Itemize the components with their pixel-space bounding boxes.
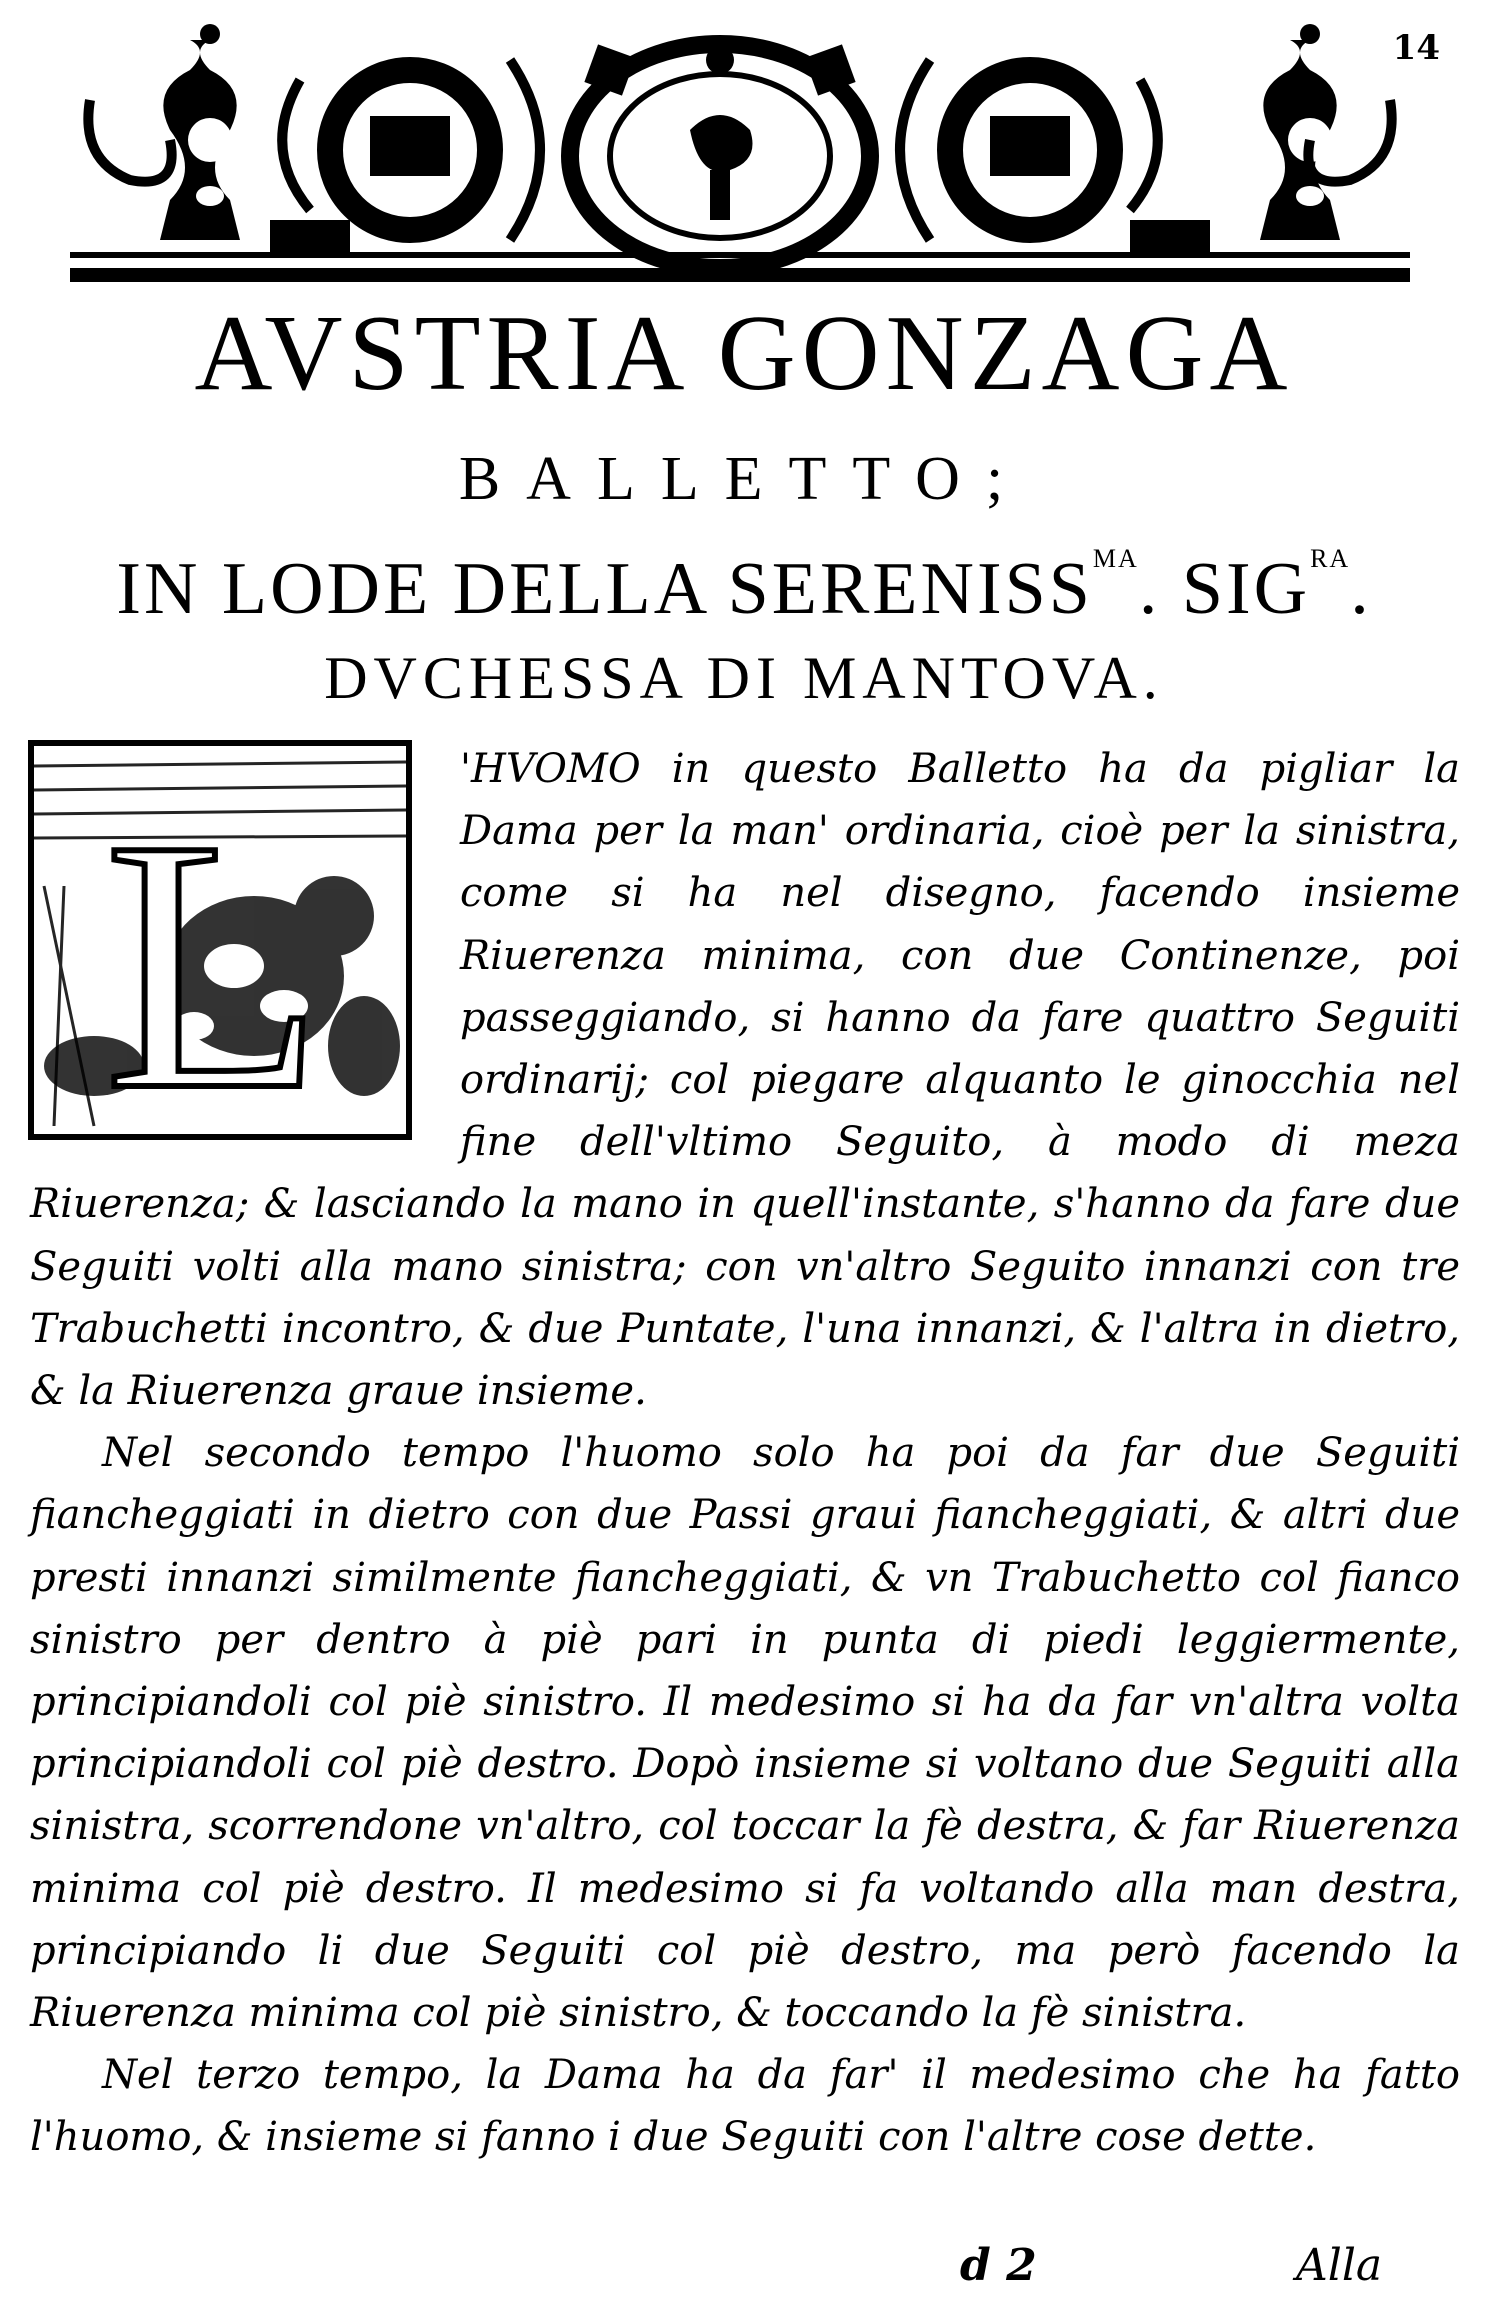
title-dedication-end: .: [1350, 548, 1372, 630]
paragraph-1: 'HVOMO in questo Balletto ha da pigliar la Dama per la man' ordinaria, cioè per la sinistra, come si ha nel disegno, facendo insieme Riuerenza minima, con due Continenze, poi passeggiando, si hanno da fare quattro Seguiti ordinarij; col piegare alquanto le ginocchia nel fine dell'vltimo Seguito, à modo di meza Riuerenza; & lasciando la mano in quell'instante, s'hanno da fare due Seguiti volti alla mano sinistra; con vn'altro Seguito innanzi con tre Trabuchetti incontro, & due Puntate, l'una innanzi, & l'altra in dietro, & la Riuerenza graue insieme.: [30, 746, 1460, 1415]
title-main: AVSTRIA GONZAGA: [194, 294, 1294, 413]
catchword: Alla: [1296, 2240, 1383, 2291]
title-dedication-part2: . SIG: [1138, 548, 1311, 630]
page-number: 14: [1392, 28, 1440, 68]
title-dedication: [0, 544, 1488, 630]
paragraph-2: Nel secondo tempo l'huomo solo ha poi da far due Seguiti fiancheggiati in dietro con due Passi graui fiancheggiati, & altri due presti innanzi similmente fiancheggiati, & vn Trabuchetto col fianco sinistro per dentro à piè pari in punta di piedi leggiermente, principiandoli col piè sinistro. Il medesimo si ha da far vn'altra volta principiandoli col piè destro. Dopò insieme si voltano due Seguiti alla sinistra, scorrendone vn'altro, col toccar la fè destra, & far Riuerenza minima col piè destro. Il medesimo si fa voltando alla man destra, principiando li due Seguiti col piè destro, ma però facendo la Riuerenza minima col piè sinistro, & toccando la fè sinistra.: [30, 1430, 1460, 2037]
ornamental-headpiece-icon: [70, 20, 1410, 292]
title-dedication-part1: IN LODE DELLA SERENISS: [116, 548, 1093, 630]
body-text: [30, 738, 1460, 2169]
signature-mark: d 2: [960, 2240, 1037, 2291]
title-duchess: DVCHESSA DI MANTOVA.: [324, 645, 1164, 711]
title-superscript-ma: MA: [1092, 544, 1139, 573]
initial-letter: L: [104, 765, 324, 1140]
title-superscript-ra: RA: [1310, 544, 1351, 573]
title-balletto: BALLETTO;: [458, 445, 1030, 513]
paragraph-3: Nel terzo tempo, la Dama ha da far' il medesimo che ha fatto l'huomo, & insieme si fanno i due Seguiti con l'altre cose dette.: [30, 2052, 1460, 2161]
initial-space: [30, 738, 460, 1142]
